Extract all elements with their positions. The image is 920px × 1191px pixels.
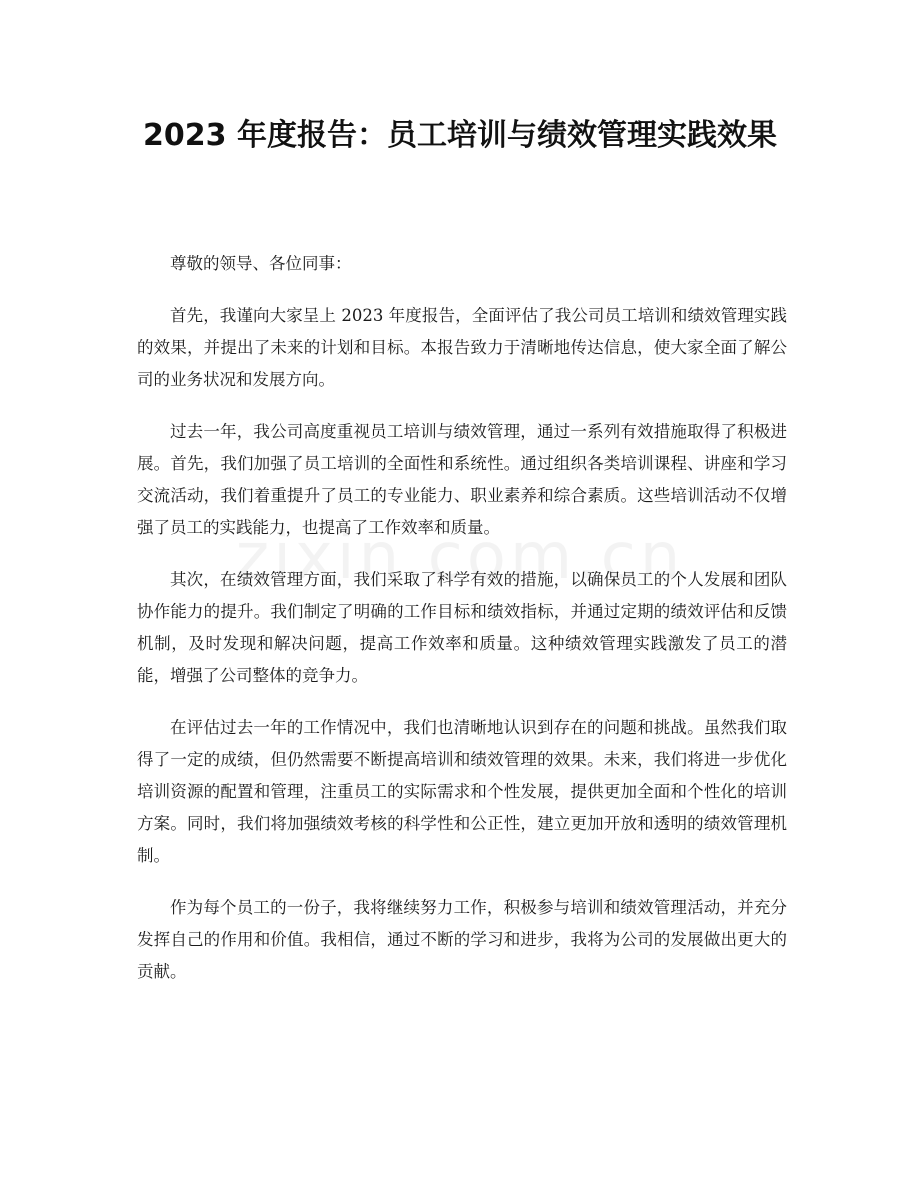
paragraph-3: 其次，在绩效管理方面，我们采取了科学有效的措施，以确保员工的个人发展和团队协作能力的提升。我们制定了明确的工作目标和绩效指标，并通过定期的绩效评估和反馈机制，及时发现和解决问题，提高工作效率和质量。这种绩效管理实践激发了员工的潜能，增强了公司整体的竞争力。 bbox=[137, 570, 787, 685]
document-title: 2023 年度报告：员工培训与绩效管理实践效果 bbox=[143, 118, 777, 153]
document-body bbox=[137, 248, 787, 1008]
paragraph-1: 首先，我谨向大家呈上 2023 年度报告，全面评估了我公司员工培训和绩效管理实践的效果，并提出了未来的计划和目标。本报告致力于清晰地传达信息，使大家全面了解公司的业务状况和发展方向。 bbox=[137, 306, 787, 389]
salutation: 尊敬的领导、各位同事： bbox=[170, 254, 352, 273]
paragraph-5: 作为每个员工的一份子，我将继续努力工作，积极参与培训和绩效管理活动，并充分发挥自己的作用和价值。我相信，通过不断的学习和进步，我将为公司的发展做出更大的贡献。 bbox=[137, 898, 787, 981]
paragraph-4: 在评估过去一年的工作情况中，我们也清晰地认识到存在的问题和挑战。虽然我们取得了一定的成绩，但仍然需要不断提高培训和绩效管理的效果。未来，我们将进一步优化培训资源的配置和管理，注重员工的实际需求和个性发展，提供更加全面和个性化的培训方案。同时，我们将加强绩效考核的科学性和公正性，建立更加开放和透明的绩效管理机制。 bbox=[137, 718, 787, 865]
paragraph-2: 过去一年，我公司高度重视员工培训与绩效管理，通过一系列有效措施取得了积极进展。首先，我们加强了员工培训的全面性和系统性。通过组织各类培训课程、讲座和学习交流活动，我们着重提升了员工的专业能力、职业素养和综合素质。这些培训活动不仅增强了员工的实践能力，也提高了工作效率和质量。 bbox=[137, 422, 787, 537]
